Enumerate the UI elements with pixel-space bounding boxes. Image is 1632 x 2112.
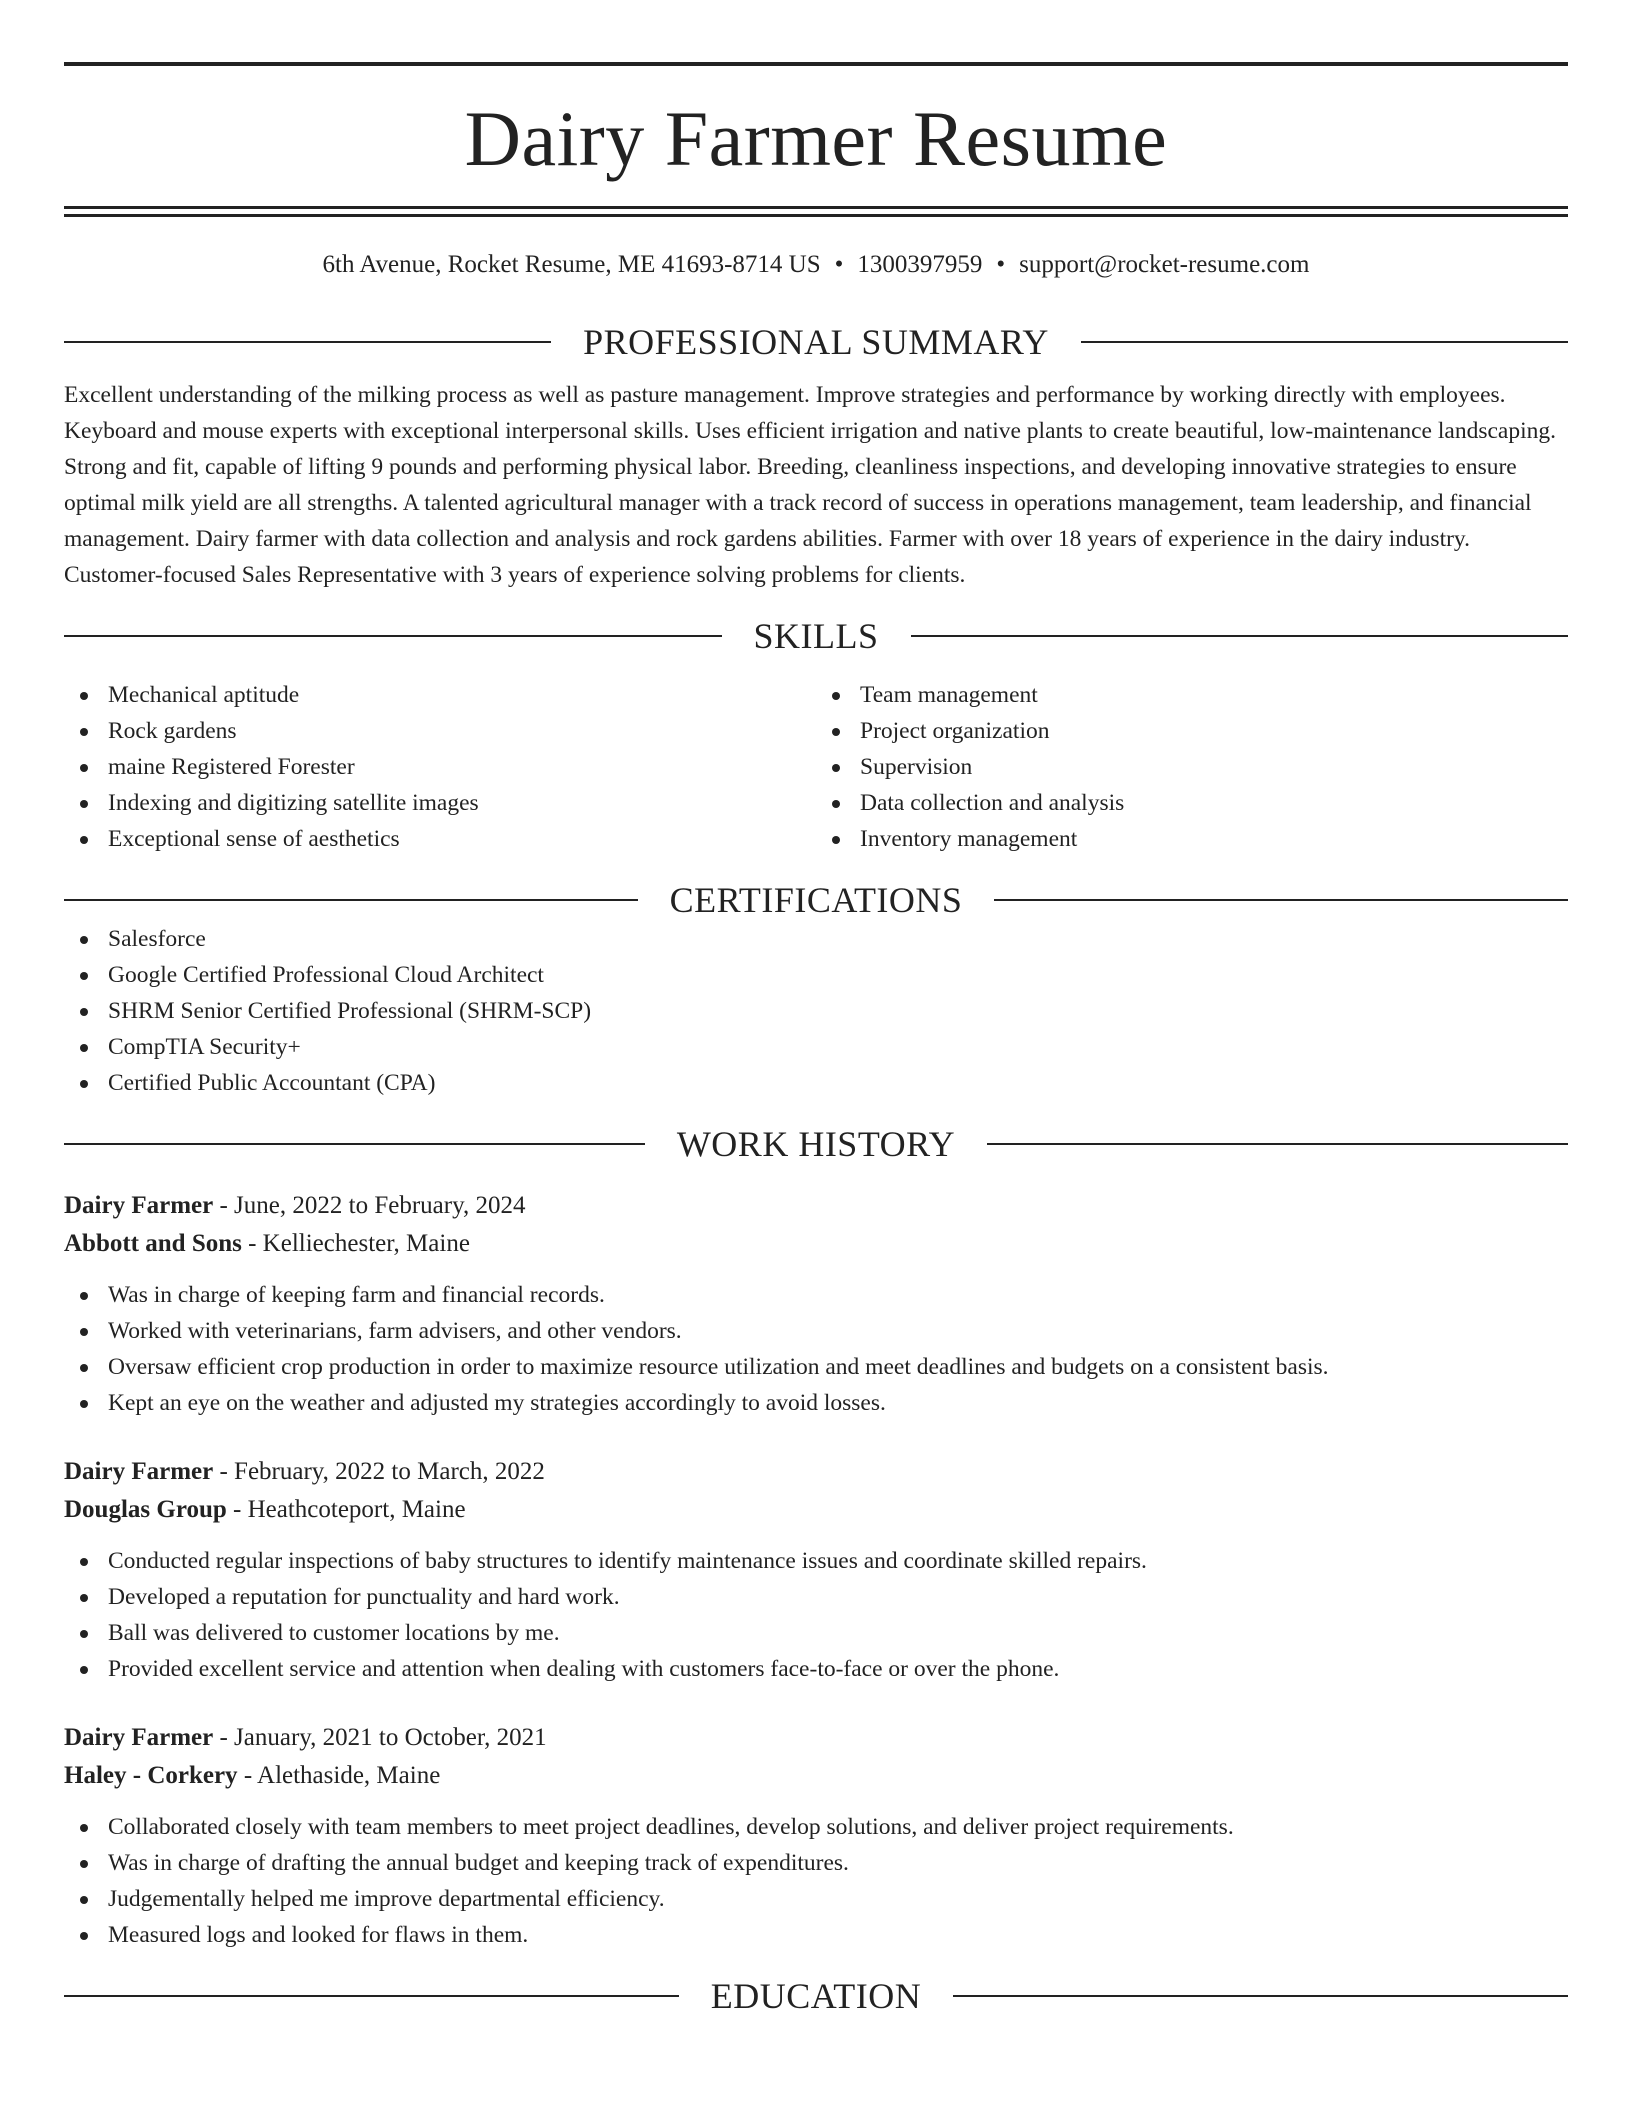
section-rule (64, 1143, 645, 1145)
work-history-section-title: WORK HISTORY (676, 1124, 956, 1164)
job-dates: - June, 2022 to February, 2024 (213, 1192, 526, 1219)
job-bullet: Ball was delivered to customer locations by me. (64, 1615, 1568, 1651)
job-bullets (64, 1543, 1568, 1687)
skill-item: Rock gardens (64, 713, 816, 749)
job-bullet: Judgementally helped me improve departmental efficiency. (64, 1881, 1568, 1917)
job-entry (64, 1719, 1568, 1953)
job-bullets (64, 1809, 1568, 1953)
certification-item: Certified Public Accountant (CPA) (64, 1065, 1568, 1101)
skills-columns (64, 677, 1568, 857)
job-title-line (64, 1187, 1568, 1225)
work-history-section-header (64, 1123, 1568, 1165)
job-dates: - February, 2022 to March, 2022 (213, 1458, 545, 1485)
job-location: - Heathcoteport, Maine (226, 1496, 466, 1523)
job-entry (64, 1187, 1568, 1421)
contact-separator: • (834, 251, 844, 278)
job-bullets (64, 1277, 1568, 1421)
job-company-line (64, 1491, 1568, 1529)
top-rule (64, 62, 1568, 66)
job-location: - Kelliechester, Maine (241, 1230, 470, 1257)
summary-text: Excellent understanding of the milking process as well as pasture management. Improve strategies and performance by working directly with employees. Keyboard and mouse experts with exceptional interpersonal skills. Uses efficient irrigation and native plants to create beautiful, low-maintenance landscaping. Strong and fit, capable of lifting 9 pounds and performing physical labor. Breeding, cleanliness inspections, and developing innovative strategies to ensure optimal milk yield are all strengths. A talented agricultural manager with a track record of success in operations management, team leadership, and financial management. Dairy farmer with data collection and analysis and rock gardens abilities. Farmer with over 18 years of experience in the dairy industry. Customer-focused Sales Representative with 3 years of experience solving problems for clients. (64, 382, 1556, 588)
skill-item: Team management (816, 677, 1568, 713)
skill-item: Supervision (816, 749, 1568, 785)
certification-item: Google Certified Professional Cloud Architect (64, 957, 1568, 993)
job-dates: - January, 2021 to October, 2021 (213, 1724, 547, 1751)
section-rule (987, 1143, 1568, 1145)
job-bullet: Oversaw efficient crop production in order to maximize resource utilization and meet deadlines and budgets on a consistent basis. (64, 1349, 1568, 1385)
certifications-list (64, 921, 1568, 1101)
education-section-title: EDUCATION (710, 1976, 922, 2016)
skills-right-list (816, 677, 1568, 857)
job-company-line (64, 1757, 1568, 1795)
certification-item: Salesforce (64, 921, 1568, 957)
job-bullet: Was in charge of drafting the annual budget and keeping track of expenditures. (64, 1845, 1568, 1881)
job-company: Abbott and Sons (64, 1230, 242, 1257)
job-bullet: Worked with veterinarians, farm advisers, and other vendors. (64, 1313, 1568, 1349)
job-bullet: Developed a reputation for punctuality and hard work. (64, 1579, 1568, 1615)
job-bullet: Conducted regular inspections of baby structures to identify maintenance issues and coordinate skilled repairs. (64, 1543, 1568, 1579)
job-title: Dairy Farmer (64, 1192, 214, 1219)
contact-phone: 1300397959 (857, 251, 983, 278)
job-title-line (64, 1719, 1568, 1757)
job-company: Douglas Group (64, 1496, 227, 1523)
contact-line (64, 251, 1568, 279)
job-bullet: Collaborated closely with team members to meet project deadlines, develop solutions, and deliver project requirements. (64, 1809, 1568, 1845)
contact-separator: • (996, 251, 1006, 278)
section-rule (64, 635, 722, 637)
education-section-header (64, 1975, 1568, 2017)
job-location: - Alethaside, Maine (237, 1762, 441, 1789)
skill-item: Mechanical aptitude (64, 677, 816, 713)
section-rule (64, 1995, 679, 1997)
skill-item: Inventory management (816, 821, 1568, 857)
job-company-line (64, 1225, 1568, 1263)
title-double-rule (64, 206, 1568, 217)
job-bullet: Provided excellent service and attention when dealing with customers face-to-face or over the phone. (64, 1651, 1568, 1687)
section-rule (994, 899, 1568, 901)
job-title: Dairy Farmer (64, 1458, 214, 1485)
skills-section-header (64, 615, 1568, 657)
section-rule (953, 1995, 1568, 1997)
summary-section-header (64, 321, 1568, 363)
summary-section-title: PROFESSIONAL SUMMARY (583, 322, 1049, 362)
job-bullet: Was in charge of keeping farm and financial records. (64, 1277, 1568, 1313)
job-company: Haley - Corkery (64, 1762, 238, 1789)
section-rule (64, 899, 638, 901)
resume-title: Dairy Farmer Resume (464, 95, 1168, 182)
section-rule (911, 635, 1569, 637)
job-entry (64, 1453, 1568, 1687)
contact-email: support@rocket-resume.com (1019, 251, 1310, 278)
job-bullet: Kept an eye on the weather and adjusted my strategies accordingly to avoid losses. (64, 1385, 1568, 1421)
job-title: Dairy Farmer (64, 1724, 214, 1751)
skills-section-title: SKILLS (753, 616, 879, 656)
skill-item: maine Registered Forester (64, 749, 816, 785)
skill-item: Project organization (816, 713, 1568, 749)
certification-item: CompTIA Security+ (64, 1029, 1568, 1065)
section-rule (1081, 341, 1568, 343)
section-rule (64, 341, 551, 343)
certifications-section-title: CERTIFICATIONS (669, 880, 963, 920)
certifications-section-header (64, 879, 1568, 921)
skill-item: Indexing and digitizing satellite images (64, 785, 816, 821)
job-bullet: Measured logs and looked for flaws in them. (64, 1917, 1568, 1953)
skill-item: Exceptional sense of aesthetics (64, 821, 816, 857)
skills-left-list (64, 677, 816, 857)
job-title-line (64, 1453, 1568, 1491)
skill-item: Data collection and analysis (816, 785, 1568, 821)
certification-item: SHRM Senior Certified Professional (SHRM-SCP) (64, 993, 1568, 1029)
contact-address: 6th Avenue, Rocket Resume, ME 41693-8714 US (322, 251, 821, 278)
